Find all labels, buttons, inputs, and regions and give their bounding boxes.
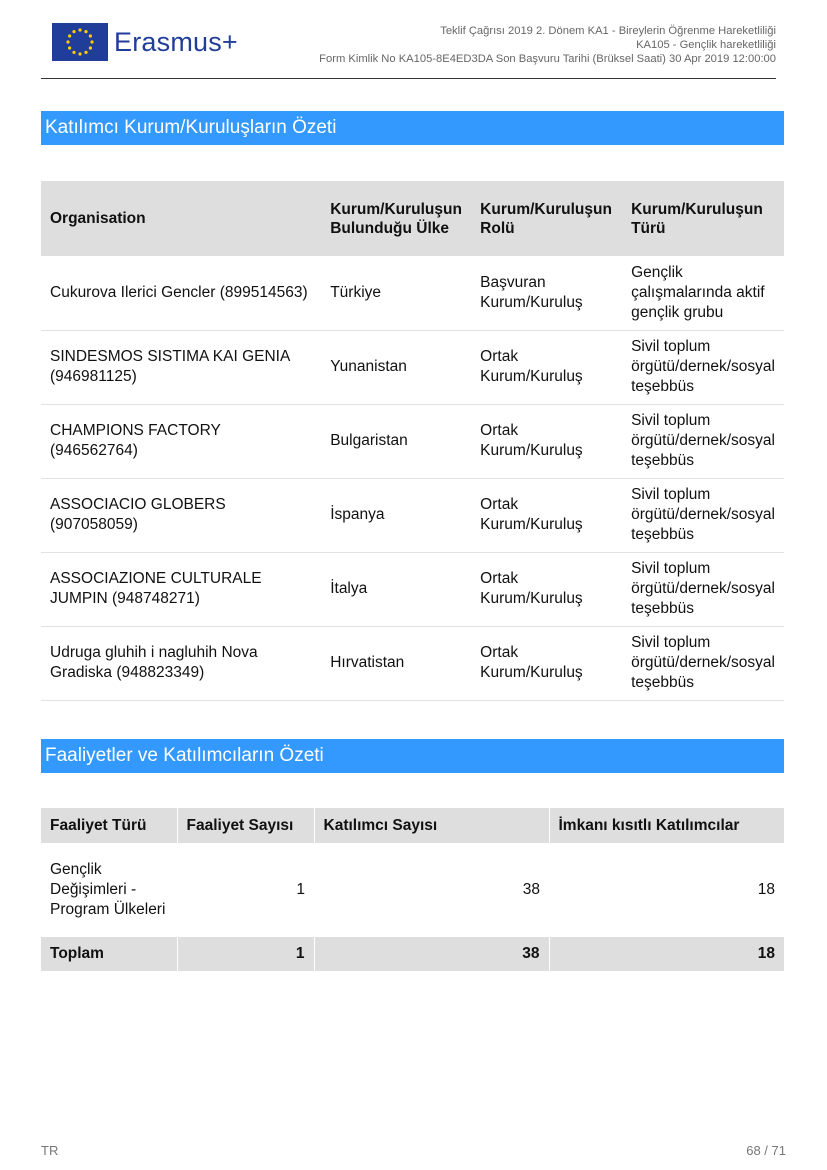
- footer-language: TR: [41, 1143, 59, 1158]
- section-title-activities: Faaliyetler ve Katılımcıların Özeti: [41, 739, 784, 773]
- form-id-deadline: Form Kimlik No KA105-8E4ED3DA Son Başvuru Tarihi (Brüksel Saati) 30 Apr 2019 12:00:00: [319, 53, 776, 65]
- table-row: [41, 330, 784, 404]
- table-row: [41, 843, 784, 937]
- activity-count: 1: [296, 881, 305, 898]
- total-participants: 38: [314, 937, 549, 971]
- org-name: ASSOCIAZIONE CULTURALE JUMPIN (948748271): [41, 552, 321, 626]
- total-label: Toplam: [41, 937, 177, 971]
- activities-table: [41, 808, 784, 971]
- page-number: 68 / 71: [746, 1143, 786, 1158]
- org-country: Hırvatistan: [321, 626, 471, 700]
- col-header: Kurum/Kuruluşun Rolü: [471, 181, 622, 256]
- disadvantaged-count: 18: [757, 881, 775, 898]
- org-country: Türkiye: [321, 256, 471, 330]
- section-title-organisations: Katılımcı Kurum/Kuruluşların Özeti: [41, 111, 784, 145]
- organisations-table: [41, 181, 784, 701]
- org-name: Udruga gluhih i nagluhih Nova Gradiska (948823349): [41, 626, 321, 700]
- eu-flag-icon: [52, 23, 108, 61]
- org-type: Sivil toplum örgütü/dernek/sosyal teşebbüs: [622, 552, 784, 626]
- activity-type: Gençlik Değişimleri - Program Ülkeleri: [50, 861, 166, 918]
- table-row: [41, 478, 784, 552]
- call-title: Teklif Çağrısı 2019 2. Dönem KA1 - Bireylerin Öğrenme Hareketliliği: [440, 25, 776, 37]
- col-header: İmkanı kısıtlı Katılımcılar: [549, 808, 784, 843]
- total-disadvantaged: 18: [757, 945, 775, 962]
- page-header: [41, 18, 776, 79]
- org-type: Sivil toplum örgütü/dernek/sosyal teşebbüs: [622, 404, 784, 478]
- org-role: Ortak Kurum/Kuruluş: [471, 478, 622, 552]
- action-type: KA105 - Gençlik hareketliliği: [636, 39, 776, 51]
- org-country: İtalya: [321, 552, 471, 626]
- col-header: Organisation: [41, 181, 321, 256]
- table-row: [41, 626, 784, 700]
- org-type: Gençlik çalışmalarında aktif gençlik grubu: [622, 256, 784, 330]
- erasmus-logo: [52, 23, 238, 61]
- org-country: Yunanistan: [321, 330, 471, 404]
- col-header: Faaliyet Sayısı: [177, 808, 314, 843]
- org-type: Sivil toplum örgütü/dernek/sosyal teşebbüs: [622, 626, 784, 700]
- table-header-row: [41, 808, 784, 843]
- org-country: Bulgaristan: [321, 404, 471, 478]
- org-role: Ortak Kurum/Kuruluş: [471, 552, 622, 626]
- org-name: CHAMPIONS FACTORY (946562764): [41, 404, 321, 478]
- col-header: Kurum/Kuruluşun Bulunduğu Ülke: [321, 181, 471, 256]
- org-role: Başvuran Kurum/Kuruluş: [471, 256, 622, 330]
- org-role: Ortak Kurum/Kuruluş: [471, 330, 622, 404]
- org-name: ASSOCIACIO GLOBERS (907058059): [41, 478, 321, 552]
- col-header: Katılımcı Sayısı: [314, 808, 549, 843]
- org-name: SINDESMOS SISTIMA KAI GENIA (946981125): [41, 330, 321, 404]
- table-row: [41, 404, 784, 478]
- org-role: Ortak Kurum/Kuruluş: [471, 404, 622, 478]
- org-country: İspanya: [321, 478, 471, 552]
- total-activities: 1: [177, 937, 314, 971]
- org-type: Sivil toplum örgütü/dernek/sosyal teşebbüs: [622, 330, 784, 404]
- org-name: Cukurova Ilerici Gencler (899514563): [41, 256, 321, 330]
- org-role: Ortak Kurum/Kuruluş: [471, 626, 622, 700]
- total-row: [41, 937, 784, 971]
- call-info: [319, 24, 776, 66]
- col-header: Kurum/Kuruluşun Türü: [622, 181, 784, 256]
- participant-count: 38: [522, 881, 540, 898]
- table-header-row: [41, 181, 784, 256]
- brand-name: Erasmus+: [114, 26, 238, 57]
- table-row: [41, 552, 784, 626]
- col-header: Faaliyet Türü: [41, 808, 177, 843]
- table-row: [41, 256, 784, 330]
- org-type: Sivil toplum örgütü/dernek/sosyal teşebbüs: [622, 478, 784, 552]
